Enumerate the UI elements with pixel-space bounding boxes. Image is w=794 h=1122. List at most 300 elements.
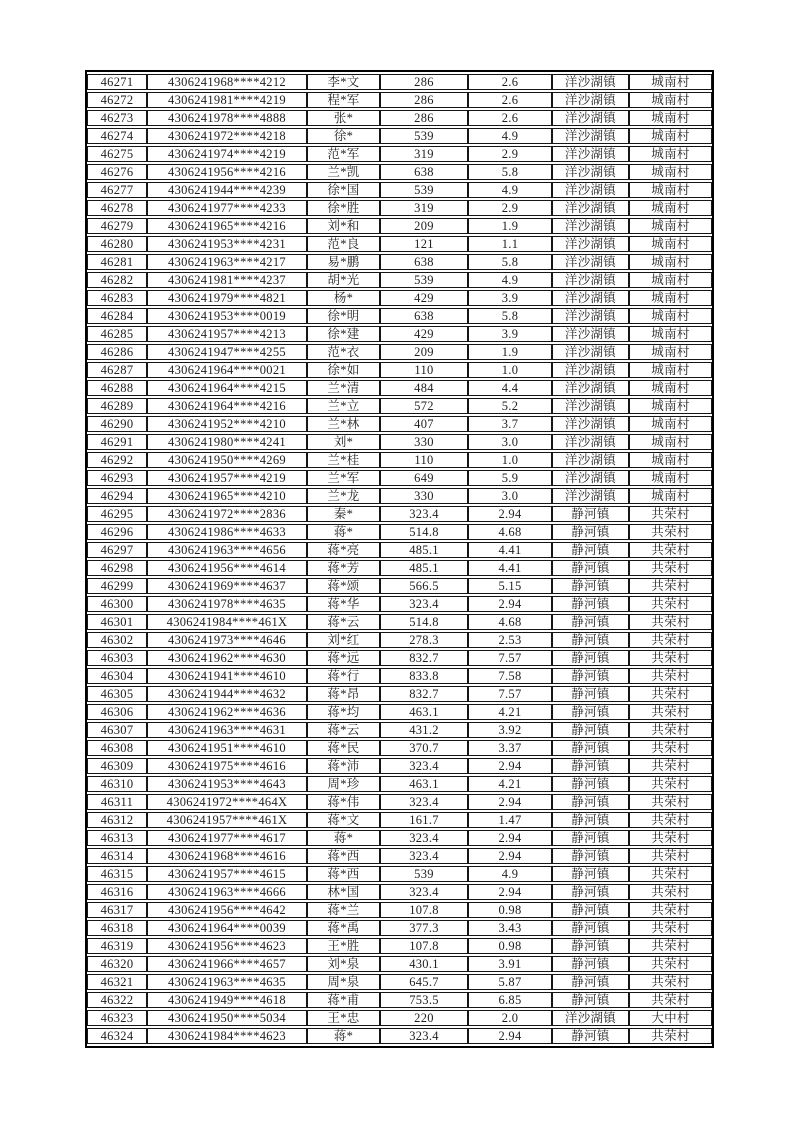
cell-amount: 463.1	[380, 704, 468, 720]
cell-id-number: 4306241968****4212	[147, 74, 307, 90]
cell-name: 王*忠	[307, 1010, 380, 1026]
cell-id-number: 4306241953****4231	[147, 236, 307, 252]
cell-name: 蒋*云	[307, 614, 380, 630]
cell-village: 共荣村	[629, 776, 712, 792]
cell-amount: 485.1	[380, 542, 468, 558]
cell-amount: 407	[380, 416, 468, 432]
table-row	[87, 596, 712, 612]
cell-amount: 110	[380, 362, 468, 378]
cell-id-number: 4306241972****2836	[147, 506, 307, 522]
table-row	[87, 308, 712, 324]
table-row	[87, 560, 712, 576]
cell-seq: 46286	[87, 344, 147, 360]
cell-amount: 110	[380, 452, 468, 468]
cell-name: 兰*龙	[307, 488, 380, 504]
table-row	[87, 794, 712, 810]
cell-name: 刘*	[307, 434, 380, 450]
cell-seq: 46311	[87, 794, 147, 810]
cell-area: 2.94	[468, 596, 552, 612]
cell-amount: 319	[380, 146, 468, 162]
cell-seq: 46290	[87, 416, 147, 432]
cell-town: 静河镇	[552, 1028, 629, 1044]
cell-town: 洋沙湖镇	[552, 308, 629, 324]
cell-town: 静河镇	[552, 758, 629, 774]
cell-amount: 323.4	[380, 506, 468, 522]
cell-name: 兰*军	[307, 470, 380, 486]
cell-village: 城南村	[629, 488, 712, 504]
cell-amount: 377.3	[380, 920, 468, 936]
cell-amount: 278.3	[380, 632, 468, 648]
cell-amount: 832.7	[380, 650, 468, 666]
cell-id-number: 4306241963****4666	[147, 884, 307, 900]
cell-area: 2.94	[468, 758, 552, 774]
table-row	[87, 146, 712, 162]
cell-amount: 429	[380, 290, 468, 306]
cell-area: 3.0	[468, 488, 552, 504]
cell-area: 4.68	[468, 524, 552, 540]
cell-seq: 46287	[87, 362, 147, 378]
cell-name: 蒋*芳	[307, 560, 380, 576]
cell-name: 范*良	[307, 236, 380, 252]
cell-name: 蒋*文	[307, 812, 380, 828]
cell-name: 李*文	[307, 74, 380, 90]
cell-name: 蒋*西	[307, 866, 380, 882]
cell-town: 洋沙湖镇	[552, 146, 629, 162]
cell-id-number: 4306241944****4239	[147, 182, 307, 198]
cell-village: 城南村	[629, 74, 712, 90]
table-row	[87, 110, 712, 126]
cell-seq: 46279	[87, 218, 147, 234]
cell-seq: 46300	[87, 596, 147, 612]
table-row	[87, 776, 712, 792]
cell-amount: 330	[380, 434, 468, 450]
cell-town: 洋沙湖镇	[552, 416, 629, 432]
cell-village: 共荣村	[629, 758, 712, 774]
cell-village: 共荣村	[629, 830, 712, 846]
cell-name: 徐*胜	[307, 200, 380, 216]
table-row	[87, 200, 712, 216]
cell-town: 静河镇	[552, 740, 629, 756]
cell-village: 共荣村	[629, 668, 712, 684]
cell-id-number: 4306241963****4217	[147, 254, 307, 270]
cell-name: 蒋*云	[307, 722, 380, 738]
cell-seq: 46278	[87, 200, 147, 216]
cell-village: 城南村	[629, 92, 712, 108]
table-row	[87, 974, 712, 990]
cell-amount: 566.5	[380, 578, 468, 594]
cell-town: 静河镇	[552, 560, 629, 576]
cell-town: 静河镇	[552, 812, 629, 828]
cell-id-number: 4306241979****4821	[147, 290, 307, 306]
cell-name: 蒋*	[307, 830, 380, 846]
cell-town: 静河镇	[552, 884, 629, 900]
cell-name: 刘*泉	[307, 956, 380, 972]
cell-amount: 319	[380, 200, 468, 216]
table-row	[87, 686, 712, 702]
cell-area: 6.85	[468, 992, 552, 1008]
cell-amount: 323.4	[380, 830, 468, 846]
table-row	[87, 830, 712, 846]
cell-id-number: 4306241980****4241	[147, 434, 307, 450]
cell-area: 2.6	[468, 110, 552, 126]
cell-area: 1.9	[468, 344, 552, 360]
cell-town: 洋沙湖镇	[552, 290, 629, 306]
cell-name: 胡*光	[307, 272, 380, 288]
cell-seq: 46321	[87, 974, 147, 990]
table-row	[87, 74, 712, 90]
cell-name: 蒋*甫	[307, 992, 380, 1008]
cell-village: 共荣村	[629, 920, 712, 936]
cell-seq: 46289	[87, 398, 147, 414]
cell-id-number: 4306241957****4219	[147, 470, 307, 486]
table-row	[87, 488, 712, 504]
cell-town: 静河镇	[552, 848, 629, 864]
cell-id-number: 4306241957****4615	[147, 866, 307, 882]
cell-area: 4.21	[468, 704, 552, 720]
cell-id-number: 4306241969****4637	[147, 578, 307, 594]
table-row	[87, 668, 712, 684]
cell-amount: 121	[380, 236, 468, 252]
cell-amount: 323.4	[380, 596, 468, 612]
cell-town: 洋沙湖镇	[552, 362, 629, 378]
cell-town: 洋沙湖镇	[552, 380, 629, 396]
cell-amount: 832.7	[380, 686, 468, 702]
table-row	[87, 290, 712, 306]
cell-village: 城南村	[629, 164, 712, 180]
cell-seq: 46302	[87, 632, 147, 648]
cell-amount: 649	[380, 470, 468, 486]
cell-name: 兰*林	[307, 416, 380, 432]
table-row	[87, 938, 712, 954]
cell-seq: 46283	[87, 290, 147, 306]
cell-id-number: 4306241975****4616	[147, 758, 307, 774]
cell-village: 城南村	[629, 146, 712, 162]
cell-seq: 46310	[87, 776, 147, 792]
table-row	[87, 650, 712, 666]
cell-amount: 572	[380, 398, 468, 414]
table-row	[87, 362, 712, 378]
cell-id-number: 4306241957****4213	[147, 326, 307, 342]
cell-town: 洋沙湖镇	[552, 110, 629, 126]
cell-area: 7.58	[468, 668, 552, 684]
cell-area: 5.8	[468, 164, 552, 180]
cell-amount: 485.1	[380, 560, 468, 576]
cell-village: 城南村	[629, 110, 712, 126]
cell-village: 共荣村	[629, 866, 712, 882]
table-row	[87, 218, 712, 234]
cell-area: 3.0	[468, 434, 552, 450]
cell-village: 共荣村	[629, 992, 712, 1008]
cell-area: 4.4	[468, 380, 552, 396]
cell-name: 蒋*伟	[307, 794, 380, 810]
cell-id-number: 4306241978****4635	[147, 596, 307, 612]
cell-amount: 323.4	[380, 848, 468, 864]
cell-village: 城南村	[629, 218, 712, 234]
cell-amount: 638	[380, 164, 468, 180]
cell-id-number: 4306241977****4233	[147, 200, 307, 216]
cell-area: 1.47	[468, 812, 552, 828]
table-row	[87, 92, 712, 108]
cell-seq: 46292	[87, 452, 147, 468]
cell-name: 蒋*均	[307, 704, 380, 720]
cell-amount: 645.7	[380, 974, 468, 990]
cell-village: 共荣村	[629, 506, 712, 522]
cell-name: 蒋*亮	[307, 542, 380, 558]
cell-name: 蒋*沛	[307, 758, 380, 774]
cell-name: 徐*建	[307, 326, 380, 342]
cell-town: 静河镇	[552, 956, 629, 972]
table-row	[87, 704, 712, 720]
cell-town: 静河镇	[552, 686, 629, 702]
cell-village: 城南村	[629, 470, 712, 486]
cell-name: 蒋*华	[307, 596, 380, 612]
cell-amount: 638	[380, 308, 468, 324]
cell-id-number: 4306241963****4656	[147, 542, 307, 558]
cell-area: 5.15	[468, 578, 552, 594]
cell-seq: 46280	[87, 236, 147, 252]
cell-village: 共荣村	[629, 848, 712, 864]
cell-village: 共荣村	[629, 632, 712, 648]
cell-area: 5.9	[468, 470, 552, 486]
table-row	[87, 920, 712, 936]
table-row	[87, 614, 712, 630]
table-row	[87, 740, 712, 756]
cell-amount: 430.1	[380, 956, 468, 972]
table-row	[87, 254, 712, 270]
cell-seq: 46275	[87, 146, 147, 162]
cell-area: 2.94	[468, 884, 552, 900]
table-row	[87, 182, 712, 198]
table-row	[87, 326, 712, 342]
cell-area: 2.6	[468, 92, 552, 108]
cell-amount: 286	[380, 110, 468, 126]
cell-name: 张*	[307, 110, 380, 126]
cell-seq: 46312	[87, 812, 147, 828]
cell-seq: 46295	[87, 506, 147, 522]
cell-name: 蒋*禹	[307, 920, 380, 936]
cell-town: 静河镇	[552, 524, 629, 540]
cell-town: 洋沙湖镇	[552, 452, 629, 468]
cell-town: 洋沙湖镇	[552, 236, 629, 252]
cell-village: 共荣村	[629, 524, 712, 540]
cell-village: 共荣村	[629, 686, 712, 702]
cell-area: 1.0	[468, 362, 552, 378]
cell-town: 静河镇	[552, 542, 629, 558]
cell-amount: 323.4	[380, 758, 468, 774]
cell-area: 2.94	[468, 506, 552, 522]
table-row	[87, 902, 712, 918]
cell-id-number: 4306241951****4610	[147, 740, 307, 756]
cell-seq: 46317	[87, 902, 147, 918]
cell-id-number: 4306241941****4610	[147, 668, 307, 684]
cell-seq: 46274	[87, 128, 147, 144]
cell-seq: 46314	[87, 848, 147, 864]
cell-area: 4.41	[468, 560, 552, 576]
table-row	[87, 992, 712, 1008]
cell-town: 静河镇	[552, 938, 629, 954]
cell-town: 静河镇	[552, 650, 629, 666]
cell-seq: 46309	[87, 758, 147, 774]
cell-village: 共荣村	[629, 1028, 712, 1044]
cell-amount: 323.4	[380, 884, 468, 900]
cell-amount: 431.2	[380, 722, 468, 738]
cell-village: 城南村	[629, 272, 712, 288]
cell-name: 王*胜	[307, 938, 380, 954]
cell-village: 大中村	[629, 1010, 712, 1026]
cell-village: 城南村	[629, 344, 712, 360]
cell-id-number: 4306241957****461X	[147, 812, 307, 828]
cell-town: 静河镇	[552, 578, 629, 594]
cell-town: 静河镇	[552, 830, 629, 846]
cell-seq: 46324	[87, 1028, 147, 1044]
table-row	[87, 398, 712, 414]
cell-area: 2.9	[468, 146, 552, 162]
cell-area: 2.94	[468, 848, 552, 864]
cell-amount: 514.8	[380, 614, 468, 630]
table-row	[87, 524, 712, 540]
cell-amount: 753.5	[380, 992, 468, 1008]
cell-name: 兰*桂	[307, 452, 380, 468]
cell-seq: 46323	[87, 1010, 147, 1026]
cell-village: 共荣村	[629, 704, 712, 720]
cell-area: 5.2	[468, 398, 552, 414]
cell-village: 城南村	[629, 254, 712, 270]
cell-name: 刘*红	[307, 632, 380, 648]
cell-seq: 46293	[87, 470, 147, 486]
cell-name: 范*衣	[307, 344, 380, 360]
cell-town: 静河镇	[552, 902, 629, 918]
cell-area: 5.87	[468, 974, 552, 990]
table-row	[87, 416, 712, 432]
cell-town: 洋沙湖镇	[552, 74, 629, 90]
cell-village: 共荣村	[629, 542, 712, 558]
cell-seq: 46319	[87, 938, 147, 954]
cell-village: 城南村	[629, 398, 712, 414]
cell-id-number: 4306241984****461X	[147, 614, 307, 630]
cell-village: 共荣村	[629, 794, 712, 810]
cell-amount: 833.8	[380, 668, 468, 684]
cell-id-number: 4306241984****4623	[147, 1028, 307, 1044]
cell-area: 5.8	[468, 254, 552, 270]
cell-seq: 46304	[87, 668, 147, 684]
cell-area: 3.92	[468, 722, 552, 738]
cell-id-number: 4306241962****4630	[147, 650, 307, 666]
cell-seq: 46296	[87, 524, 147, 540]
cell-seq: 46284	[87, 308, 147, 324]
cell-area: 4.9	[468, 272, 552, 288]
cell-town: 静河镇	[552, 794, 629, 810]
cell-village: 城南村	[629, 182, 712, 198]
cell-amount: 539	[380, 272, 468, 288]
cell-id-number: 4306241972****464X	[147, 794, 307, 810]
cell-area: 2.94	[468, 830, 552, 846]
cell-name: 秦*	[307, 506, 380, 522]
cell-id-number: 4306241950****4269	[147, 452, 307, 468]
cell-town: 洋沙湖镇	[552, 128, 629, 144]
cell-name: 兰*立	[307, 398, 380, 414]
cell-id-number: 4306241950****5034	[147, 1010, 307, 1026]
cell-name: 徐*	[307, 128, 380, 144]
cell-town: 静河镇	[552, 614, 629, 630]
cell-village: 城南村	[629, 128, 712, 144]
table-row	[87, 164, 712, 180]
cell-name: 林*国	[307, 884, 380, 900]
cell-village: 共荣村	[629, 596, 712, 612]
cell-seq: 46320	[87, 956, 147, 972]
cell-area: 1.1	[468, 236, 552, 252]
cell-seq: 46282	[87, 272, 147, 288]
cell-amount: 107.8	[380, 902, 468, 918]
cell-seq: 46301	[87, 614, 147, 630]
cell-seq: 46281	[87, 254, 147, 270]
cell-seq: 46285	[87, 326, 147, 342]
cell-seq: 46303	[87, 650, 147, 666]
cell-seq: 46305	[87, 686, 147, 702]
table-row	[87, 758, 712, 774]
cell-area: 3.91	[468, 956, 552, 972]
cell-name: 蒋*昂	[307, 686, 380, 702]
table-row	[87, 866, 712, 882]
table-row	[87, 542, 712, 558]
cell-id-number: 4306241981****4237	[147, 272, 307, 288]
table-body	[87, 74, 712, 1044]
cell-id-number: 4306241962****4636	[147, 704, 307, 720]
cell-name: 程*军	[307, 92, 380, 108]
cell-name: 蒋*	[307, 1028, 380, 1044]
cell-amount: 107.8	[380, 938, 468, 954]
cell-area: 1.0	[468, 452, 552, 468]
cell-town: 静河镇	[552, 632, 629, 648]
cell-id-number: 4306241986****4633	[147, 524, 307, 540]
cell-id-number: 4306241953****4643	[147, 776, 307, 792]
cell-seq: 46271	[87, 74, 147, 90]
cell-id-number: 4306241964****0039	[147, 920, 307, 936]
cell-seq: 46306	[87, 704, 147, 720]
cell-amount: 638	[380, 254, 468, 270]
table-row	[87, 632, 712, 648]
cell-amount: 161.7	[380, 812, 468, 828]
cell-village: 共荣村	[629, 740, 712, 756]
cell-area: 2.53	[468, 632, 552, 648]
cell-id-number: 4306241965****4210	[147, 488, 307, 504]
cell-id-number: 4306241965****4216	[147, 218, 307, 234]
cell-name: 蒋*颂	[307, 578, 380, 594]
cell-id-number: 4306241964****4215	[147, 380, 307, 396]
cell-amount: 429	[380, 326, 468, 342]
cell-area: 1.9	[468, 218, 552, 234]
cell-name: 周*珍	[307, 776, 380, 792]
cell-name: 蒋*兰	[307, 902, 380, 918]
cell-town: 洋沙湖镇	[552, 272, 629, 288]
cell-seq: 46307	[87, 722, 147, 738]
cell-amount: 209	[380, 218, 468, 234]
cell-seq: 46291	[87, 434, 147, 450]
cell-area: 2.6	[468, 74, 552, 90]
cell-town: 静河镇	[552, 596, 629, 612]
cell-town: 静河镇	[552, 866, 629, 882]
cell-seq: 46299	[87, 578, 147, 594]
cell-seq: 46298	[87, 560, 147, 576]
cell-id-number: 4306241968****4616	[147, 848, 307, 864]
cell-amount: 209	[380, 344, 468, 360]
cell-village: 城南村	[629, 452, 712, 468]
cell-town: 洋沙湖镇	[552, 164, 629, 180]
cell-id-number: 4306241956****4642	[147, 902, 307, 918]
cell-town: 洋沙湖镇	[552, 434, 629, 450]
table-row	[87, 1028, 712, 1044]
cell-seq: 46322	[87, 992, 147, 1008]
cell-seq: 46273	[87, 110, 147, 126]
